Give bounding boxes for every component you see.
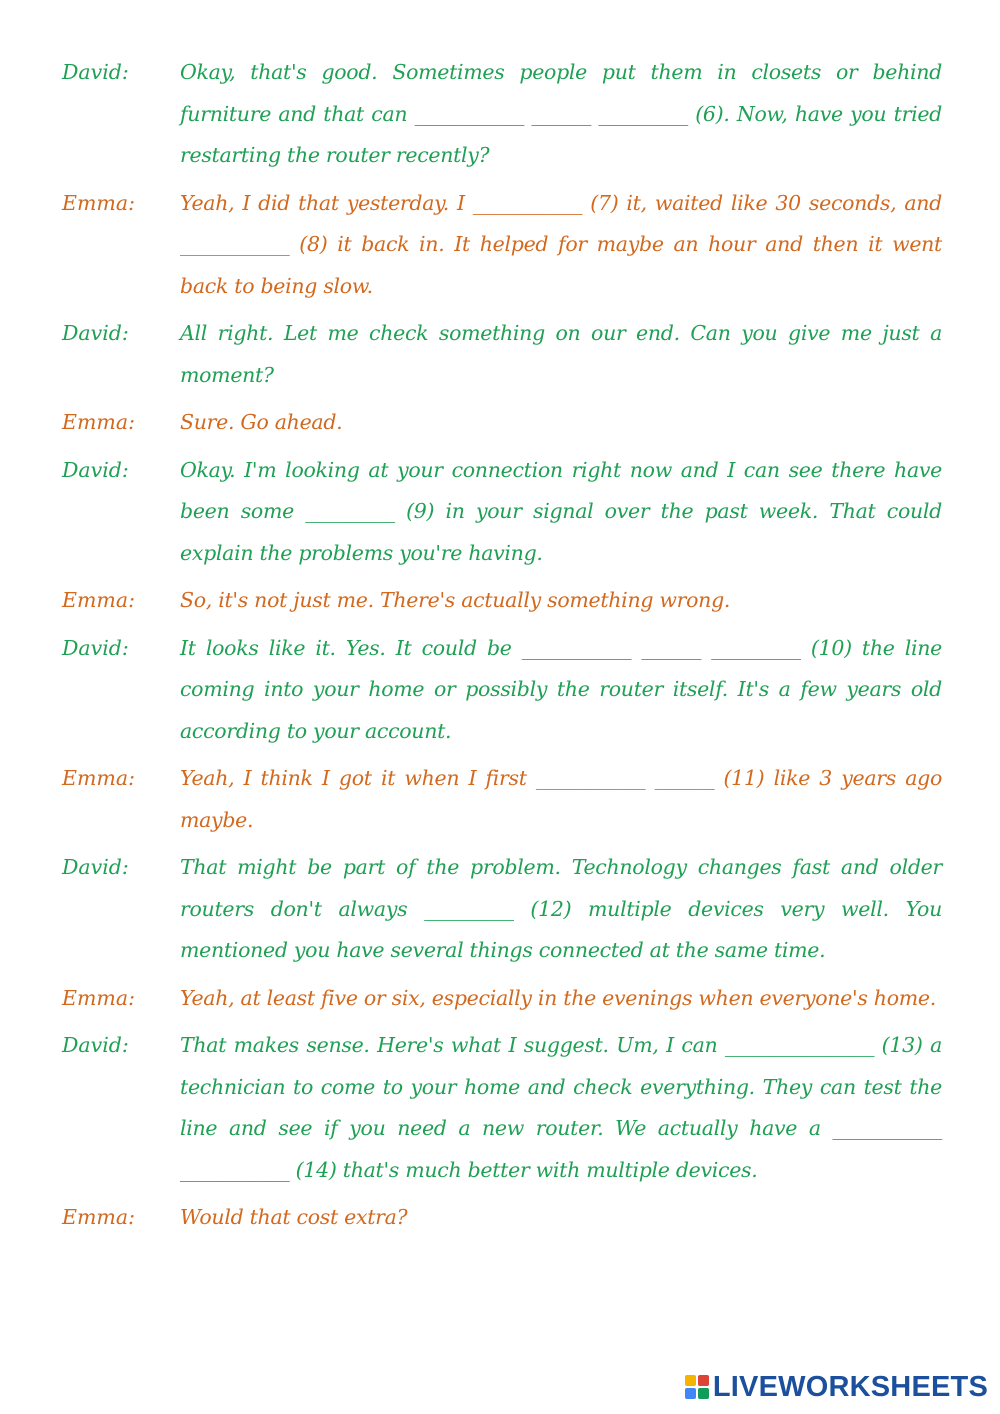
logo-square xyxy=(698,1388,709,1399)
speaker-label: Emma: xyxy=(62,410,135,434)
logo-square xyxy=(698,1375,709,1386)
dialogue-turn xyxy=(62,978,942,1020)
dialogue-turn xyxy=(62,847,942,972)
speaker-label: Emma: xyxy=(62,190,135,215)
dialogue xyxy=(62,52,942,1245)
speaker-label: David: xyxy=(62,457,129,482)
dialogue-text: So, it's not just me. There's actually something wrong. xyxy=(180,588,731,612)
dialogue-text: Okay. I'm looking at your connection right now and I can see there have been some _________ (9) in your signal over the past week. That could explain the problems you're having. xyxy=(180,457,942,565)
dialogue-text: Okay, that's good. Sometimes people put them in closets or behind furniture and that can ___________ ______ _________ (6). Now, have you tried restarting the router recently? xyxy=(180,60,942,167)
dialogue-turn xyxy=(62,1197,942,1239)
dialogue-text: Yeah, I think I got it when I first ___________ ______ (11) like 3 years ago maybe. xyxy=(180,766,942,832)
speaker-label: David: xyxy=(62,635,129,660)
dialogue-turn xyxy=(62,313,942,396)
dialogue-turn xyxy=(62,628,942,753)
dialogue-turn xyxy=(62,758,942,841)
logo-square xyxy=(685,1388,696,1399)
liveworksheets-logo-icon xyxy=(685,1375,709,1399)
speaker-label: Emma: xyxy=(62,985,135,1010)
speaker-label: Emma: xyxy=(62,588,135,612)
liveworksheets-logo[interactable] xyxy=(685,1372,988,1402)
dialogue-turn xyxy=(62,402,942,444)
speaker-label: Emma: xyxy=(62,1205,135,1229)
dialogue-turn xyxy=(62,450,942,575)
dialogue-text: That makes sense. Here's what I suggest. Um, I can _______________ (13) a technician to come to your home and check everything. They can test the line and see if you need a new router. We actually have a ___________ ___________ (14) that's much better with multiple devices. xyxy=(180,1033,942,1182)
speaker-label: David: xyxy=(62,321,129,345)
dialogue-text: It looks like it. Yes. It could be ___________ ______ _________ (10) the line coming into your home or possibly the router itself. It's a few years old according to your account. xyxy=(180,635,942,743)
dialogue-text: Sure. Go ahead. xyxy=(180,410,343,434)
dialogue-text: Would that cost extra? xyxy=(180,1205,408,1229)
dialogue-turn xyxy=(62,580,942,622)
dialogue-turn xyxy=(62,183,942,308)
dialogue-turn xyxy=(62,1025,942,1191)
logo-text: LIVEWORKSHEETS xyxy=(712,1370,988,1403)
dialogue-text: Yeah, at least five or six, especially in the evenings when everyone's home. xyxy=(180,985,936,1010)
speaker-label: David: xyxy=(62,855,129,879)
speaker-label: Emma: xyxy=(62,766,135,790)
dialogue-text: All right. Let me check something on our end. Can you give me just a moment? xyxy=(180,321,942,387)
speaker-label: David: xyxy=(62,1033,129,1057)
logo-square xyxy=(685,1375,696,1386)
dialogue-text: That might be part of the problem. Technology changes fast and older routers don't always _________ (12) multiple devices very well. You mentioned you have several things connected at the same time. xyxy=(180,855,942,962)
dialogue-text: Yeah, I did that yesterday. I ___________ (7) it, waited like 30 seconds, and ___________ (8) it back in. It helped for maybe an hour and then it went back to being slow. xyxy=(180,190,942,298)
speaker-label: David: xyxy=(62,60,129,84)
dialogue-turn xyxy=(62,52,942,177)
